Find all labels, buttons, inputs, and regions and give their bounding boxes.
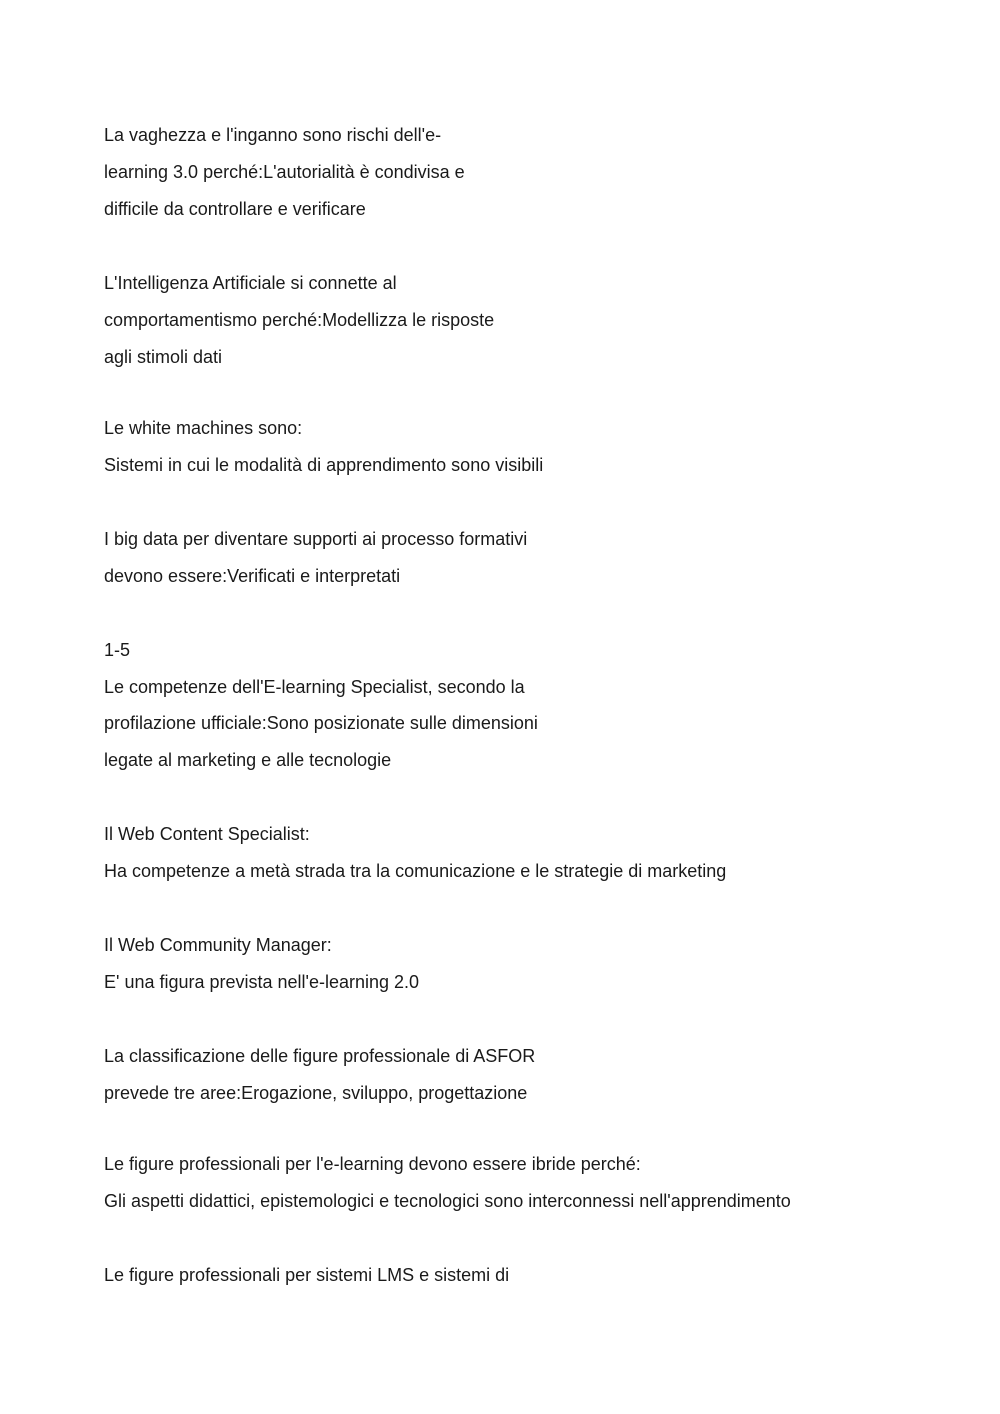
text-line: L'Intelligenza Artificiale si connette al <box>104 273 397 293</box>
text-line: La classificazione delle figure professionale di ASFOR <box>104 1046 536 1066</box>
text-line: prevede tre aree:Erogazione, sviluppo, progettazione <box>104 1083 528 1103</box>
text-line: Il Web Content Specialist: <box>104 824 310 844</box>
text-line: profilazione ufficiale:Sono posizionate sulle dimensioni <box>104 713 538 733</box>
text-line: Le figure professionali per l'e-learning devono essere ibride perché: <box>104 1154 641 1174</box>
text-line: Ha competenze a metà strada tra la comunicazione e le strategie di marketing <box>104 861 727 881</box>
text-line: Le figure professionali per sistemi LMS e sistemi di <box>104 1265 510 1285</box>
text-line: Gli aspetti didattici, epistemologici e tecnologici sono interconnessi nell'apprendimento <box>104 1191 791 1211</box>
text-line: 1-5 <box>104 640 131 660</box>
text-line: Le white machines sono: <box>104 418 303 438</box>
text-line: Sistemi in cui le modalità di apprendimento sono visibili <box>104 455 544 475</box>
text-line: Le competenze dell'E-learning Specialist, secondo la <box>104 677 525 697</box>
text-line: devono essere:Verificati e interpretati <box>104 566 401 586</box>
text-line: difficile da controllare e verificare <box>104 199 366 219</box>
text-line: learning 3.0 perché:L'autorialità è condivisa e <box>104 162 465 182</box>
text-line: agli stimoli dati <box>104 347 223 367</box>
text-line: comportamentismo perché:Modellizza le risposte <box>104 310 495 330</box>
text-line: La vaghezza e l'inganno sono rischi dell'e- <box>104 125 442 145</box>
text-line: I big data per diventare supporti ai processo formativi <box>104 529 528 549</box>
text-line: legate al marketing e alle tecnologie <box>104 750 392 770</box>
text-line: Il Web Community Manager: <box>104 935 332 955</box>
text-line: E' una figura prevista nell'e-learning 2.0 <box>104 972 420 992</box>
